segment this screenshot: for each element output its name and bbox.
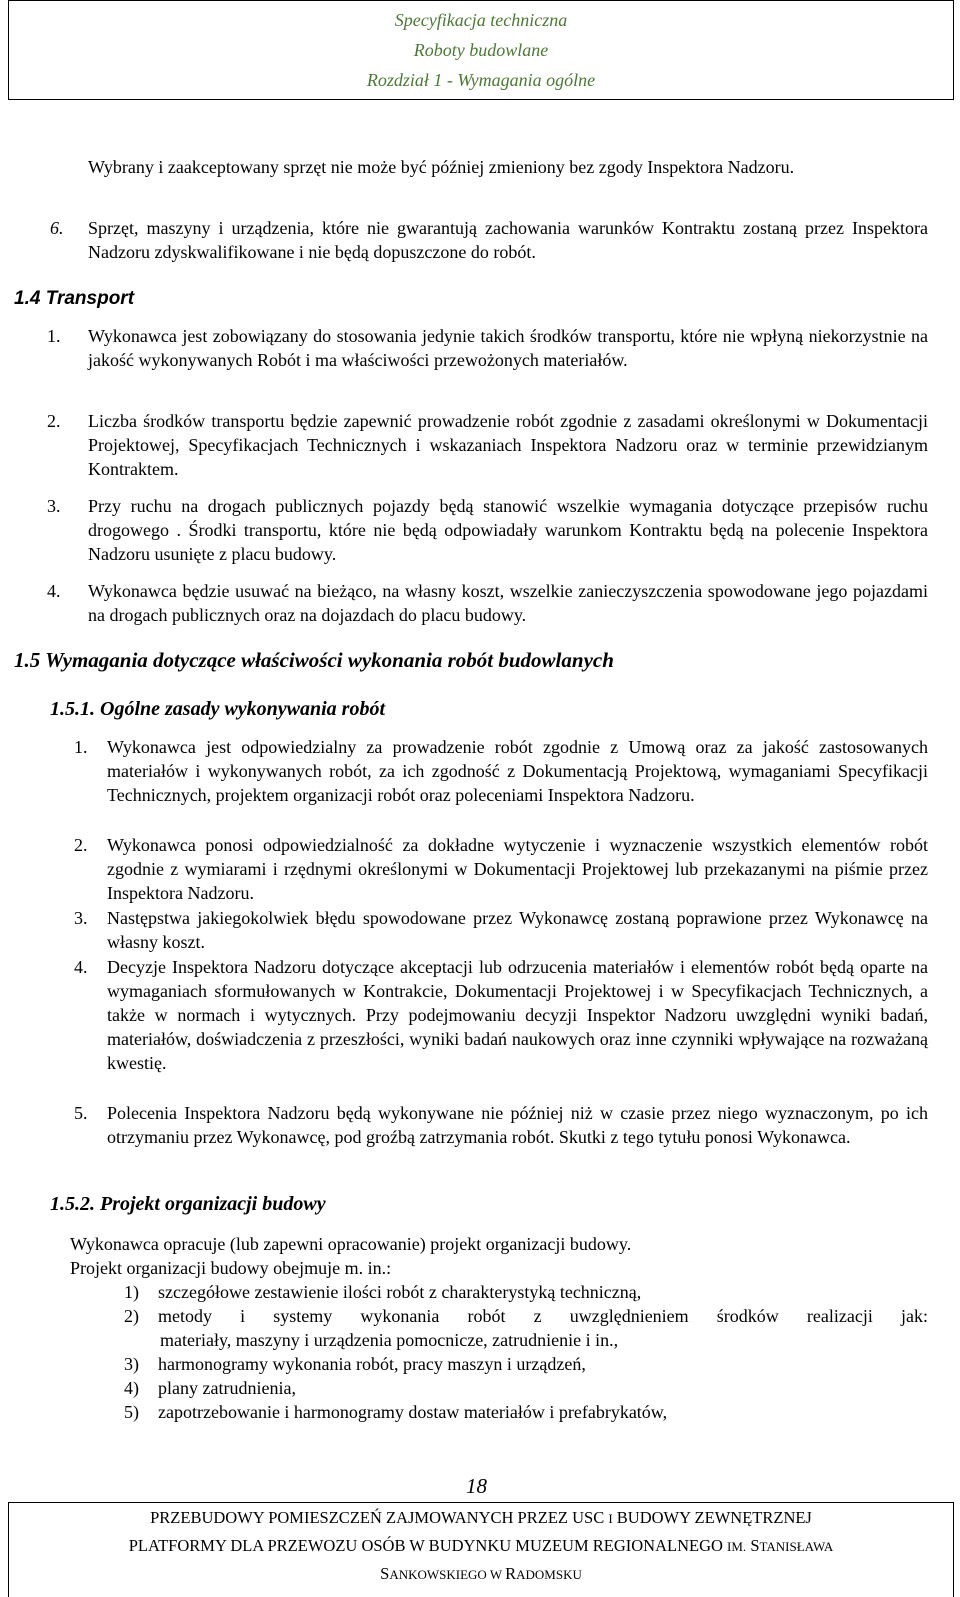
list-item-text: Polecenia Inspektora Nadzoru będą wykonywane nie później niż w czasie przez niego wyznaczonym, po ich otrzymaniu przez Wykonawcę, pod groźbą zatrzymania robót. Skutki z tego tytułu ponosi Wykonawca.	[107, 1103, 928, 1147]
list-item-number: 5)	[124, 1402, 139, 1422]
list-item-text: metody i systemy wykonania robót z uwzględnieniem środków realizacji jak:	[158, 1306, 928, 1326]
list-item-number: 4)	[124, 1378, 139, 1398]
list-item-text: zapotrzebowanie i harmonogramy dostaw materiałów i prefabrykatów,	[158, 1402, 668, 1422]
footer-text: PRZEBUDOWY POMIESZCZEŃ ZAJMOWANYCH PRZEZ USC	[150, 1508, 609, 1527]
list-item-text: Decyzje Inspektora Nadzoru dotyczące akceptacji lub odrzucenia materiałów i elementów robót będą oparte na wymaganiach sformułowanych w Kontrakcie, Dokumentacji Projektowej i w Specyfikacjach Technicznych, a także w normach i wytycznych. Przy podejmowaniu decyzji Inspektor Nadzoru uwzględni wyniki badań, materiałów, doświadczenia z przeszłości, wyniki badań naukowych oraz inne czynniki wpływające na rozważaną kwestię.	[107, 957, 928, 1073]
list-item-number: 2.	[74, 835, 88, 855]
list-item-number: 3)	[124, 1354, 139, 1374]
list-item-number: 6.	[50, 218, 64, 238]
list-item-text: Przy ruchu na drogach publicznych pojazdy będą stanowić wszelkie wymagania dotyczące przepisów ruchu drogowego . Środki transportu, które nie będą odpowiadały warunkom Kontraktu będą na polecenie Inspektora Nadzoru usunięte z placu budowy.	[88, 496, 928, 564]
subsection-title-1-5-1: 1.5.1. Ogólne zasady wykonywania robót	[50, 698, 386, 720]
paragraph: Projekt organizacji budowy obejmuje m. in.:	[70, 1258, 392, 1278]
list-item-number: 3.	[74, 908, 88, 928]
footer-text: BUDOWY ZEWNĘTRZNEJ	[612, 1508, 812, 1527]
footer-line-3	[9, 1560, 953, 1588]
list-item-text: Wykonawca jest zobowiązany do stosowania jedynie takich środków transportu, które nie wpłyną niekorzystnie na jakość wykonywanych Robót i ma właściwości przewożonych materiałów.	[88, 326, 928, 370]
page-header	[8, 0, 954, 100]
footer-line-1	[9, 1504, 953, 1532]
list-item-text: Sprzęt, maszyny i urządzenia, które nie gwarantują zachowania warunków Kontraktu zostaną przez Inspektora Nadzoru zdyskwalifikowane i nie będą dopuszczone do robót.	[88, 218, 928, 262]
footer-line-2	[9, 1532, 953, 1560]
list-item-text: Następstwa jakiegokolwiek błędu spowodowane przez Wykonawcę zostaną poprawione przez Wykonawcę na własny koszt.	[107, 908, 928, 952]
header-line-2: Roboty budowlane	[413, 40, 549, 60]
list-item-text: Liczba środków transportu będzie zapewnić prowadzenie robót zgodnie z zasadami określonymi w Dokumentacji Projektowej, Specyfikacjach Technicznych i wskazaniach Inspektora Nadzoru oraz w terminie przewidzianym Kontraktem.	[88, 411, 928, 479]
footer-text: IM.	[727, 1539, 747, 1554]
paragraph: Wykonawca opracuje (lub zapewni opracowanie) projekt organizacji budowy.	[70, 1234, 632, 1254]
list-item-number: 3.	[47, 496, 61, 516]
footer-text: S	[380, 1564, 390, 1583]
list-item-text: plany zatrudnienia,	[158, 1378, 296, 1398]
list-item-number: 1)	[124, 1282, 139, 1302]
list-item-number: 1.	[74, 737, 88, 757]
section-title-1-4: 1.4 Transport	[14, 288, 135, 309]
subsection-title-1-5-2: 1.5.2. Projekt organizacji budowy	[50, 1193, 326, 1215]
footer-text: S	[746, 1536, 760, 1555]
list-item-number: 2)	[124, 1306, 139, 1326]
footer-text: PLATFORMY DLA PRZEWOZU OSÓB W BUDYNKU MUZEUM REGIONALNEGO	[128, 1536, 728, 1555]
list-item-text: szczegółowe zestawienie ilości robót z charakterystyką techniczną,	[158, 1282, 642, 1302]
header-line-1: Specyfikacja techniczna	[394, 10, 568, 30]
list-item-number: 2.	[47, 411, 61, 431]
list-item-number: 4.	[74, 957, 88, 977]
footer-text: R	[505, 1564, 517, 1583]
footer-text: I	[608, 1511, 613, 1526]
list-item-number: 4.	[47, 581, 61, 601]
header-line-3: Rozdział 1 - Wymagania ogólne	[366, 70, 596, 90]
footer-text: ADOMSKU	[516, 1567, 582, 1582]
footer-text: TANISŁAWA	[759, 1539, 834, 1554]
intro-paragraph: Wybrany i zaakceptowany sprzęt nie może być później zmieniony bez zgody Inspektora Nadzoru.	[88, 157, 795, 177]
list-item-text: harmonogramy wykonania robót, pracy maszyn i urządzeń,	[158, 1354, 586, 1374]
list-item-text: Wykonawca będzie usuwać na bieżąco, na własny koszt, wszelkie zanieczyszczenia spowodowane jego pojazdami na drogach publicznych oraz na dojazdach do placu budowy.	[88, 581, 928, 625]
list-item-number: 5.	[74, 1103, 88, 1123]
list-item-text: Wykonawca jest odpowiedzialny za prowadzenie robót zgodnie z Umową oraz za jakość zastosowanych materiałów i wykonywanych robót, za ich zgodność z Dokumentacją Projektową, wymaganiami Specyfikacji Technicznych, projektem organizacji robót oraz poleceniami Inspektora Nadzoru.	[107, 737, 928, 805]
footer-text: ANKOWSKIEGO W	[389, 1567, 506, 1582]
page-number: 18	[466, 1474, 487, 1498]
list-item-text: Wykonawca ponosi odpowiedzialność za dokładne wytyczenie i wyznaczenie wszystkich elementów robót zgodnie z wymiarami i rzędnymi określonymi w Dokumentacji Projektowej lub przekazanymi na piśmie przez Inspektora Nadzoru.	[107, 835, 928, 903]
list-item-continuation: materiały, maszyny i urządzenia pomocnicze, zatrudnienie i in.,	[160, 1330, 619, 1350]
section-title-1-5: 1.5 Wymagania dotyczące właściwości wykonania robót budowlanych	[14, 648, 614, 672]
page-footer	[8, 1502, 954, 1597]
list-item-number: 1.	[47, 326, 61, 346]
